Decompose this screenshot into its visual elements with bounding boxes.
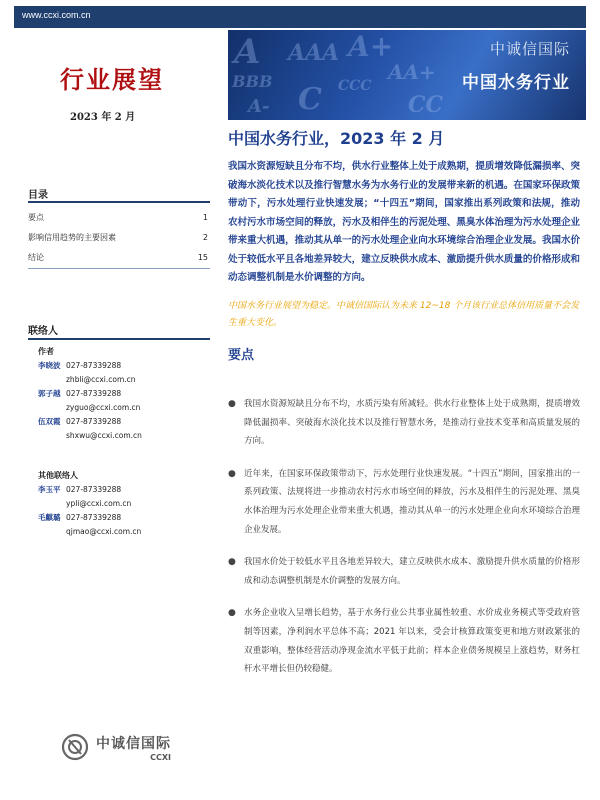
contact-phone: 027-87339288 [66,513,122,522]
logo-text-cn: 中诚信国际 [96,735,171,752]
toc-item-page: 15 [197,253,208,262]
top-bar [14,6,586,28]
toc-divider [28,201,210,203]
contact-email[interactable]: zyguo@ccxi.com.cn [66,403,141,412]
keypoints-list [228,395,580,693]
contact-name: 郭子越 [38,389,61,398]
logo-mark-icon [60,732,90,762]
contact-entry [38,483,141,511]
bullet-icon: ● [228,399,236,409]
table-of-contents [28,208,208,268]
banner-decor-letter: BBB [232,72,273,91]
contact-name: 伍双霞 [38,417,61,426]
authors-label: 作者 [38,347,54,356]
keypoint-text: 我国水资源短缺且分布不均，水质污染有所减轻。供水行业整体上处于成熟期，提质增效降低漏损率、突破海水淡化技术以及推行智慧水务，是推动行业技术变革和高质量发展的方向。 [244,399,580,447]
banner-decor-letter: CC [408,92,444,118]
report-title: 中国水务行业，2023 年 2 月 [228,129,445,148]
logo-text-en: CCXI [150,752,171,762]
contacts-divider [28,338,210,340]
contact-name: 毛麒璐 [38,513,61,522]
contact-name: 李晓波 [38,361,61,370]
bullet-icon: ● [228,557,236,568]
contact-phone: 027-87339288 [66,361,122,370]
toc-item[interactable] [28,208,208,228]
contact-entry [38,387,142,415]
toc-item[interactable] [28,248,208,268]
banner-decor-letter: AAA [288,40,340,66]
contact-entry [38,511,141,539]
contact-phone: 027-87339288 [66,417,122,426]
authors-block [38,346,142,443]
bullet-icon: ● [228,468,236,479]
toc-item-page: 1 [202,213,208,222]
banner-decor-letter: A [234,32,261,72]
ccxi-logo [60,732,171,762]
contact-name: 李玉平 [38,485,61,494]
site-url[interactable]: www.ccxi.com.cn [22,10,91,20]
banner-decor-letter: AA+ [388,60,436,84]
other-contacts-label: 其他联络人 [38,471,78,480]
contact-email[interactable]: ypli@ccxi.com.cn [66,499,132,508]
keypoint-text: 我国水价处于较低水平且各地差异较大，建立反映供水成本、激励提升供水质量的价格形成和动态调整机制是水价调整的发展方向。 [244,557,580,586]
contact-email[interactable]: zhbli@ccxi.com.cn [66,375,136,384]
outlook-statement: 中国水务行业展望为稳定。中诚信国际认为未来 12~18 个月该行业总体信用质量不会发生重大变化。 [228,301,580,328]
report-date: 2023 年 2 月 [70,112,136,123]
bullet-icon: ● [228,608,236,619]
contact-entry [38,415,142,443]
toc-item-page: 2 [202,233,208,242]
contact-phone: 027-87339288 [66,389,122,398]
contact-entry [38,359,142,387]
toc-item-label: 结论 [28,253,44,262]
keypoints-heading: 要点 [228,348,255,363]
other-contacts-block [38,470,141,539]
list-item [228,553,580,590]
list-item [228,395,580,451]
list-item [228,465,580,539]
header-banner [228,30,586,120]
report-type-title: 行业展望 [60,65,164,94]
banner-decor-letter: A+ [348,30,394,63]
toc-heading: 目录 [28,190,48,201]
banner-brand: 中诚信国际 [489,40,570,58]
contact-phone: 027-87339288 [66,485,122,494]
toc-item[interactable] [28,228,208,248]
contacts-heading: 联络人 [28,326,58,337]
banner-decor-letter: A- [248,96,270,117]
contact-email[interactable]: shxwu@ccxi.com.cn [66,431,142,440]
keypoint-text: 水务企业收入呈增长趋势，基于水务行业公共事业属性较重、水价成业务模式等受政府管制等因素，净利润水平总体不高；2021 年以来，受会计核算政策变更和地方财政紧张的双重影响，整体经营活动净现金流水平低于此前；样本企业债务规模呈上涨趋势，财务杠杆水平增长但仍较稳健。 [244,608,580,675]
banner-decor-letter: C [298,82,322,117]
banner-industry: 中国水务行业 [462,73,570,93]
toc-bottom-divider [28,268,210,269]
contact-email[interactable]: qjmao@ccxi.com.cn [66,527,142,536]
keypoint-text: 近年来，在国家环保政策带动下，污水处理行业快速发展。“十四五”期间，国家推出的一系列政策、法规将进一步推动农村污水市场空间的释放，污水及相伴生的污泥处理、黑臭水体治理为污水处理企业带来重大机遇，推动其从单一的污水处理企业向水环境综合治理企业发展。 [244,468,580,535]
toc-item-label: 影响信用趋势的主要因素 [28,233,116,242]
summary-paragraph: 我国水资源短缺且分布不均，供水行业整体上处于成熟期，提质增效降低漏损率、突破海水淡化技术以及推行智慧水务为水务行业的发展带来新的机遇。在国家环保政策带动下，污水处理行业快速发展；“十四五”期间，国家推出系列政策和法规，推动农村污水市场空间的释放，污水及相伴生的污泥处理、黑臭水体治理为污水处理企业带来重大机遇，推动其从单一的污水处理企业向水环境综合治理企业发展。我国水价处于较低水平且各地差异较大，建立反映供水成本、激励提升供水质量的价格形成和动态调整机制是水价调整的方向。 [228,161,580,283]
toc-item-label: 要点 [28,213,44,222]
list-item [228,604,580,678]
banner-decor-letter: CCC [338,78,372,94]
